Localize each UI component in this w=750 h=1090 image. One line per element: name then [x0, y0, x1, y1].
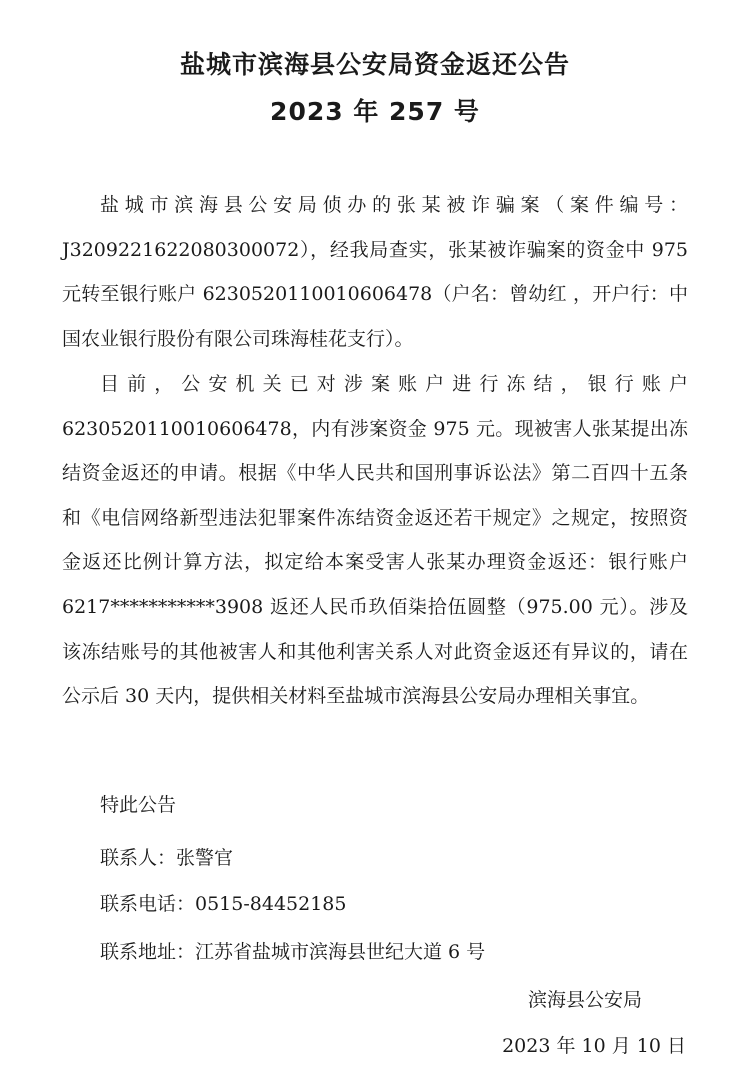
contact-phone: 联系电话：0515-84452185	[100, 893, 347, 915]
case-paragraph: 盐城市滨海县公安局侦办的张某被诈骗案（案件编号：J3209221622080300072），经我局查实，张某被诈骗案的资金中 975 元转至银行账户 6230520110010606478（户名：曾幼红 ，开户行：中国农业银行股份有限公司珠海桂花支行）。	[62, 194, 688, 350]
issuer-signature: 滨海县公安局	[527, 989, 642, 1011]
issue-date: 2023 年 10 月 10 日	[502, 1035, 686, 1057]
contact-address: 联系地址：江苏省盐城市滨海县世纪大道 6 号	[100, 941, 486, 963]
notice-closing: 特此公告	[100, 794, 177, 816]
refund-paragraph: 目前，公安机关已对涉案账户进行冻结，银行账户 6230520110010606478，内有涉案资金 975 元。现被害人张某提出冻结资金返还的申请。根据《中华人民共和国刑事诉讼法》第二百四十五条和《电信网络新型违法犯罪案件冻结资金返还若干规定》之规定，按照资金返还比例计算方法，拟定给本案受害人张某办理资金返还：银行账户 6217***********3908 返还人民币玖佰柒拾伍圆整（975.00 元）。涉及该冻结账号的其他被害人和其他利害关系人对此资金返还有异议的，请在公示后 30 天内，提供相关材料至盐城市滨海县公安局办理相关事宜。	[62, 373, 688, 708]
contact-person: 联系人：张警官	[100, 847, 234, 869]
document-title: 盐城市滨海县公安局资金返还公告	[179, 50, 570, 79]
document-number: 2023 年 257 号	[270, 97, 480, 126]
